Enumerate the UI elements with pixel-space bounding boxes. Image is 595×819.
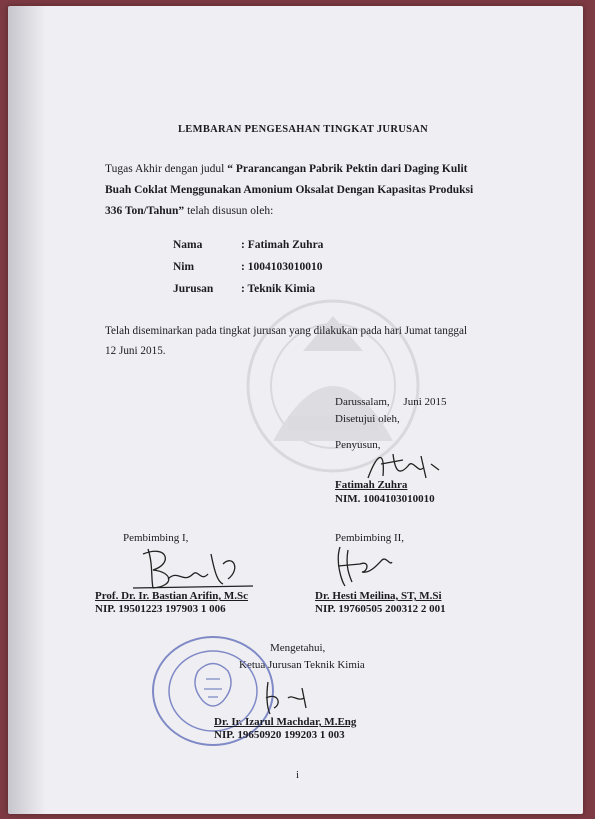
head-name: Dr. Ir. Izarul Machdar, M.Eng <box>214 716 357 728</box>
supervisor2-signature <box>330 542 400 590</box>
intro-suffix: telah disusun oleh: <box>187 205 274 217</box>
author-name: Fatimah Zuhra <box>335 479 408 491</box>
field-value: : Fatimah Zuhra <box>241 239 324 251</box>
field-value: : 1004103010010 <box>241 261 323 273</box>
thesis-statement <box>105 159 505 222</box>
supervisor2-name: Dr. Hesti Meilina, ST, M.Si <box>315 590 442 602</box>
seminar-line-2: 12 Juni 2015. <box>105 345 166 357</box>
thesis-title-3: 336 Ton/Tahun” <box>105 205 185 217</box>
field-nim <box>173 261 322 273</box>
field-jurusan <box>173 283 315 295</box>
supervisor1-nip: NIP. 19501223 197903 1 006 <box>95 603 226 615</box>
document-page <box>8 6 583 814</box>
field-label: Jurusan <box>173 283 214 295</box>
place-date: Darussalam, Juni 2015 <box>335 396 447 408</box>
approved-by: Disetujui oleh, <box>335 413 400 425</box>
approval-block <box>335 394 447 454</box>
author-name-block <box>335 479 435 505</box>
head-signature <box>258 678 318 718</box>
supervisor1-block <box>95 590 248 615</box>
seminar-line-1: Telah diseminarkan pada tingkat jurusan yang dilakukan pada hari Jumat tanggal <box>105 325 468 337</box>
supervisor2-block <box>315 590 446 615</box>
supervisor1-name: Prof. Dr. Ir. Bastian Arifin, M.Sc <box>95 590 248 602</box>
acknowledged: Mengetahui, <box>270 642 326 654</box>
author-nim: NIM. 1004103010010 <box>335 493 435 505</box>
author-role: Penyusun, <box>335 439 381 451</box>
supervisor2-nip: NIP. 19760505 200312 2 001 <box>315 603 446 615</box>
supervisor1-role: Pembimbing I, <box>123 532 189 544</box>
thesis-title-1: “ Prarancangan Pabrik Pektin dari Daging Kulit <box>227 163 468 175</box>
seminar-statement <box>105 321 467 361</box>
page-title: LEMBARAN PENGESAHAN TINGKAT JURUSAN <box>178 124 428 135</box>
field-label: Nim <box>173 261 195 273</box>
supervisor1-signature <box>123 544 263 592</box>
field-nama <box>173 239 323 251</box>
supervisor2-role: Pembimbing II, <box>335 532 405 544</box>
head-block <box>214 716 356 741</box>
field-label: Nama <box>173 239 203 251</box>
field-value: : Teknik Kimia <box>241 283 316 295</box>
page-number: i <box>296 769 300 781</box>
head-role: Ketua Jurusan Teknik Kimia <box>239 659 365 671</box>
bleed-through-text <box>88 286 91 297</box>
head-nip: NIP. 19650920 199203 1 003 <box>214 729 345 741</box>
thesis-title-2: Buah Coklat Menggunakan Amonium Oksalat Dengan Kapasitas Produksi <box>105 184 474 196</box>
intro-text: Tugas Akhir dengan judul <box>105 163 225 175</box>
